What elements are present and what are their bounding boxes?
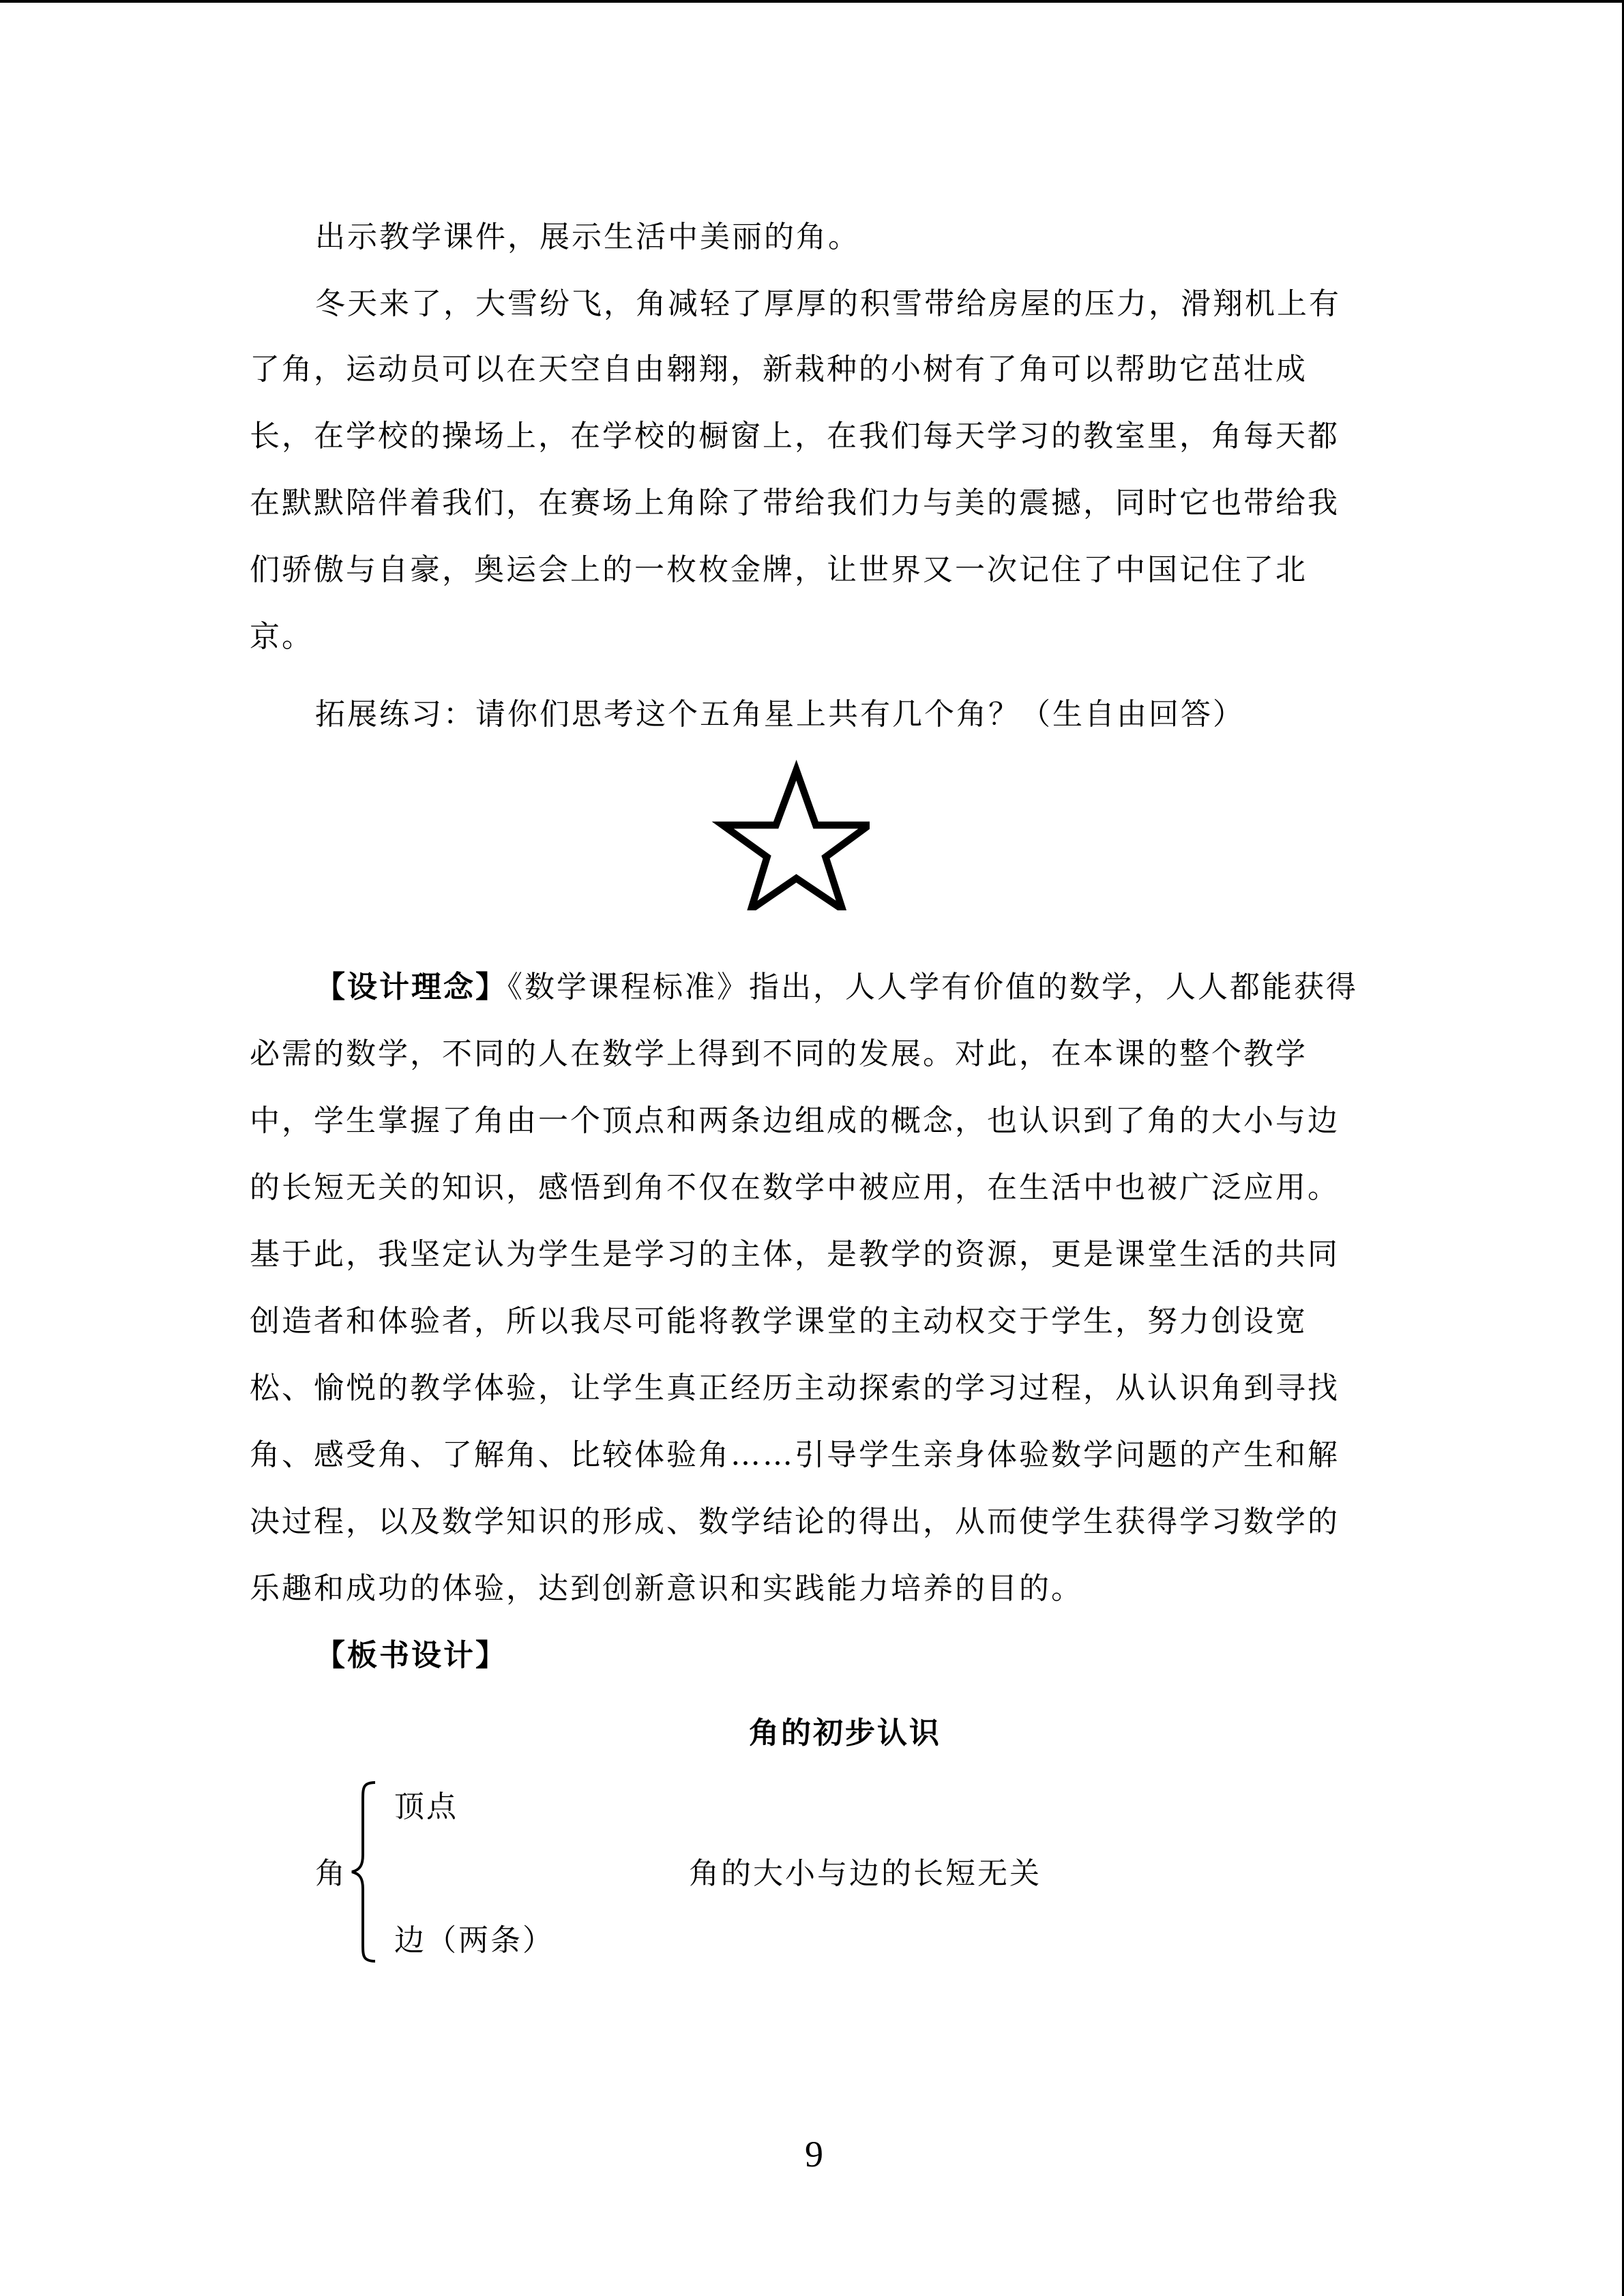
paragraph-line: 角、感受角、了解角、比较体验角……引导学生亲身体验数学问题的产生和解 — [250, 1437, 1340, 1472]
paragraph-line: 长，在学校的操场上，在学校的橱窗上，在我们每天学习的教室里，角每天都 — [250, 419, 1340, 453]
board-note: 角的大小与边的长短无关 — [689, 1856, 1042, 1891]
page-top-border — [0, 0, 1624, 3]
five-pointed-star-icon — [679, 747, 870, 910]
board-branch-bottom: 边（两条） — [394, 1923, 555, 1958]
paragraph-line: 创造者和体验者，所以我尽可能将教学课堂的主动权交于学生，努力创设宽 — [250, 1304, 1308, 1339]
paragraph-line: 出示教学课件，展示生活中美丽的角。 — [315, 220, 860, 254]
paragraph-line: 松、愉悦的教学体验，让学生真正经历主动探索的学习过程，从认识角到寻找 — [250, 1371, 1340, 1405]
curly-brace-icon — [348, 1780, 382, 1964]
paragraph-line: 们骄傲与自豪，奥运会上的一枚枚金牌，让世界又一次记住了中国记住了北 — [250, 552, 1308, 587]
board-design-heading: 【板书设计】 — [315, 1638, 507, 1673]
paragraph-line: 乐趣和成功的体验，达到创新意识和实践能力培养的目的。 — [250, 1571, 1083, 1606]
board-title: 角的初步认识 — [749, 1716, 941, 1750]
paragraph-line: 在默默陪伴着我们，在赛场上角除了带给我们力与美的震撼，同时它也带给我 — [250, 486, 1340, 520]
paragraph-line: 必需的数学，不同的人在数学上得到不同的发展。对此，在本课的整个教学 — [250, 1037, 1308, 1071]
paragraph-line: 的长短无关的知识，感悟到角不仅在数学中被应用，在生活中也被广泛应用。 — [250, 1170, 1340, 1205]
paragraph-line: 基于此，我坚定认为学生是学习的主体，是教学的资源，更是课堂生活的共同 — [250, 1237, 1340, 1272]
design-concept-heading: 【设计理念】 — [315, 970, 507, 1004]
design-concept-first-line: 【设计理念】《数学课程标准》指出，人人学有价值的数学，人人都能获得 — [315, 970, 1358, 1004]
paragraph-line: 冬天来了，大雪纷飞，角减轻了厚厚的积雪带给房屋的压力，滑翔机上有 — [315, 286, 1341, 321]
paragraph-line: 决过程，以及数学知识的形成、数学结论的得出，从而使学生获得学习数学的 — [250, 1504, 1340, 1539]
board-root-label: 角 — [315, 1856, 347, 1891]
page-number: 9 — [805, 2134, 823, 2175]
paragraph-line: 了角，运动员可以在天空自由翱翔，新栽种的小树有了角可以帮助它茁壮成 — [250, 352, 1308, 387]
paragraph-line: 京。 — [250, 619, 314, 654]
board-branch-top: 顶点 — [394, 1789, 458, 1824]
exercise-prompt: 拓展练习：请你们思考这个五角星上共有几个角？（生自由回答） — [315, 697, 1245, 732]
paragraph-line: 中，学生掌握了角由一个顶点和两条边组成的概念，也认识到了角的大小与边 — [250, 1103, 1340, 1138]
